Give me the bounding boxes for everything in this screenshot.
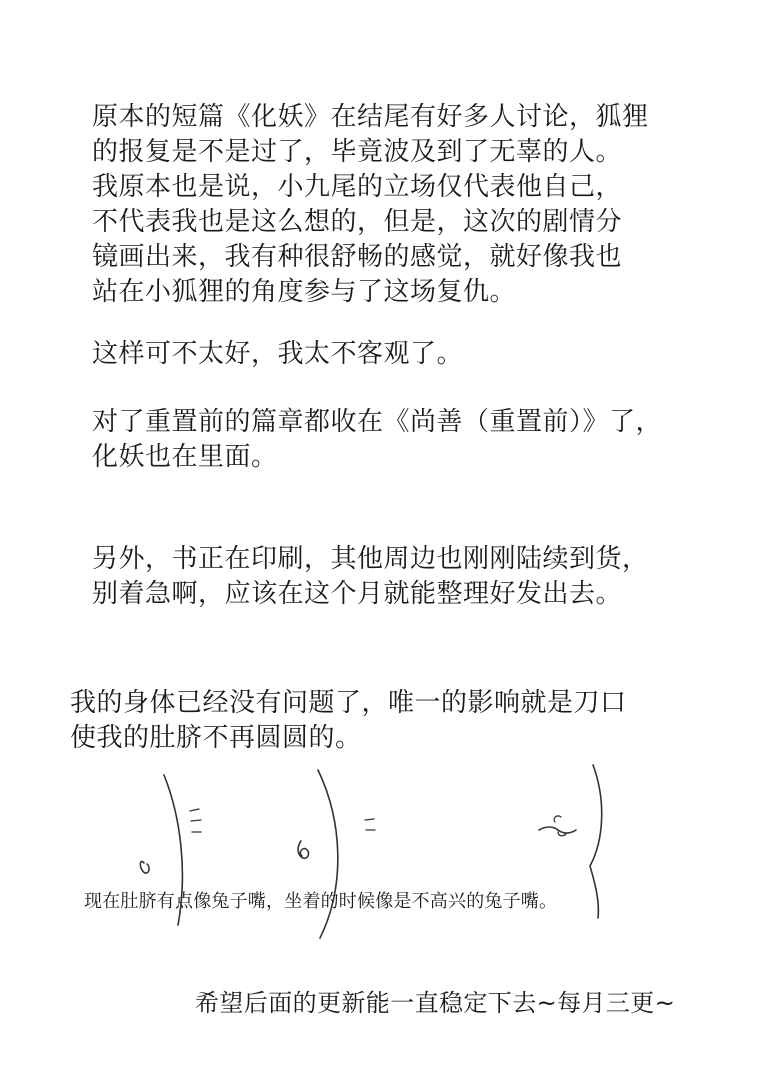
navel-round [140, 861, 149, 873]
navel-knot [298, 841, 308, 858]
text-line: 我原本也是说，小九尾的立场仅代表他自己， [92, 172, 623, 202]
text-line: 化妖也在里面。 [92, 442, 278, 472]
text-line: 对了重置前的篇章都收在《尚善（重置前）》了， [92, 407, 663, 437]
text-line: 另外，书正在印刷，其他周边也刚刚陆续到货， [92, 544, 649, 574]
text-line: 站在小狐狸的角度参与了这场复仇。 [92, 277, 517, 307]
text-line: 的报复是不是过了，毕竟波及到了无辜的人。 [92, 137, 623, 167]
text-line: 原本的短篇《化妖》在结尾有好多人讨论，狐狸 [92, 102, 649, 132]
text-line: 我的身体已经没有问题了，唯一的影响就是刀口 [70, 688, 627, 718]
belly-fold-marks-left [190, 809, 201, 832]
sketch-caption: 现在肚脐有点像兔子嘴，坐着的时候像是不高兴的兔子嘴。 [84, 891, 558, 912]
text-line: 镜画出来，我有种很舒畅的感觉，就好像我也 [92, 242, 623, 272]
belly-outline-right [590, 765, 602, 918]
text-line: 使我的肚脐不再圆圆的。 [70, 723, 362, 753]
text-line: 不代表我也是这么想的，但是，这次的剧情分 [92, 207, 623, 237]
text-line: 别着急啊，应该在这个月就能整理好发出去。 [92, 579, 623, 609]
belly-fold-marks-middle [365, 819, 375, 830]
text-line: 这样可不太好，我太不客观了。 [92, 339, 464, 369]
update-schedule-note: 希望后面的更新能一直稳定下去~每月三更~ [195, 989, 676, 1017]
